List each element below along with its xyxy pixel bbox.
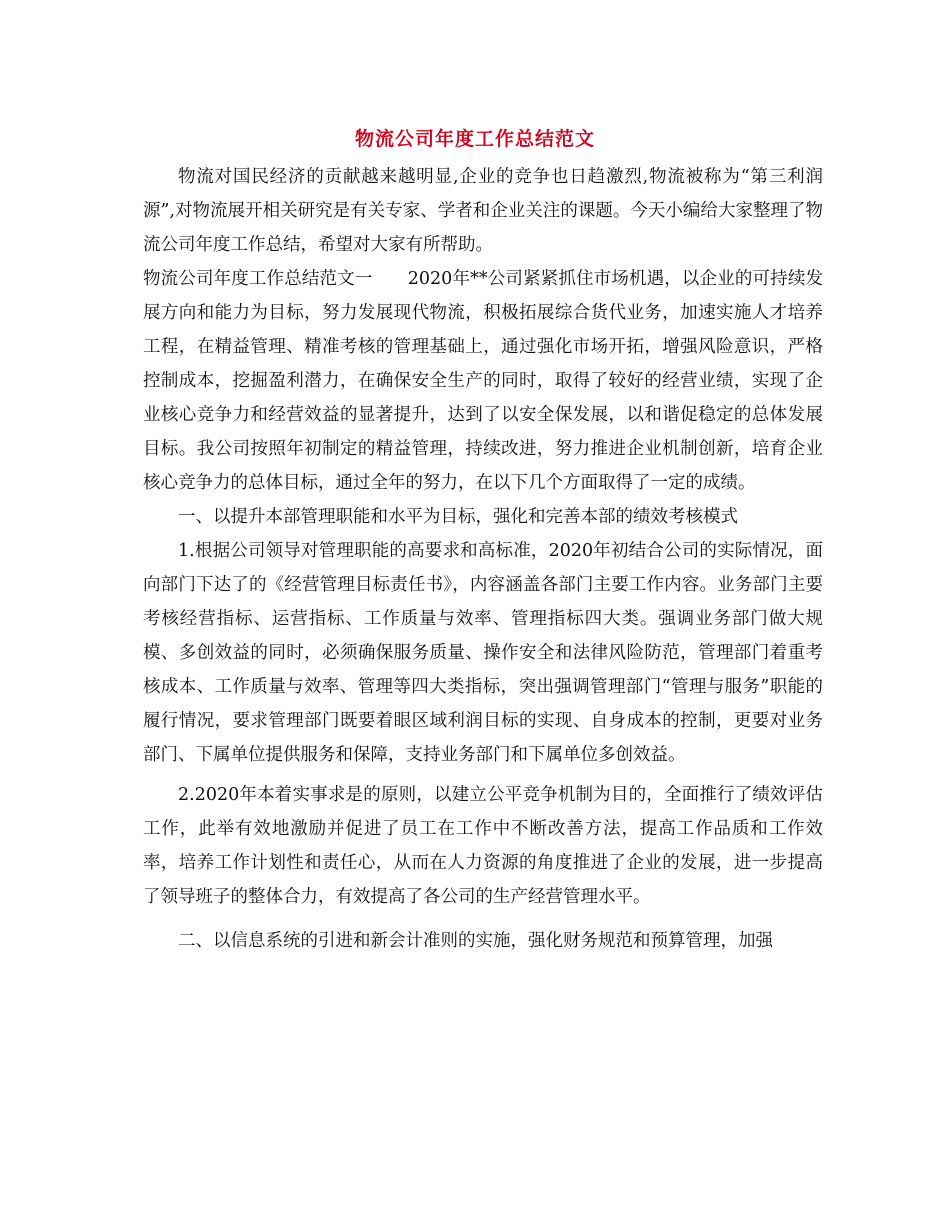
heading-one: 一、以提升本部管理职能和水平为目标，强化和完善本部的绩效考核模式	[178, 507, 738, 527]
section-one-paragraph: 物流公司年度工作总结范文一 2020年**公司紧紧抓住市场机遇，以企业的可持续发展方向和能力为目标，努力发展现代物流，积极拓展综合货代业务，加速实施人才培养工程，在精益管理、精准考核的管理基础上，通过强化市场开拓，增强风险意识，严格控制成本，挖掘盈利潜力，在确保安全生产的同时，取得了较好的经营业绩，实现了企业核心竞争力和经营效益的显著提升，达到了以安全保发展，以和谐促稳定的总体发展目标。我公司按照年初制定的精益管理，持续改进，努力推进企业机制创新，培育企业核心竞争力的总体目标，通过全年的努力，在以下几个方面取得了一定的成绩。	[143, 269, 823, 493]
item-one-paragraph: 1.根据公司领导对管理职能的高要求和高标准，2020年初结合公司的实际情况，面向部门下达了的《经营管理目标责任书》，内容涵盖各部门主要工作内容。业务部门主要考核经营指标、运营指标、工作质量与效率、管理指标四大类。强调业务部门做大规模、多创效益的同时，必须确保服务质量、操作安全和法律风险防范，管理部门着重考核成本、工作质量与效率、管理等四大类指标，突出强调管理部门“管理与服务”职能的履行情况，要求管理部门既要着眼区域利润目标的实现、自身成本的控制，更要对业务部门、下属单位提供服务和保障，支持业务部门和下属单位多创效益。	[143, 541, 823, 765]
heading-two: 二、以信息系统的引进和新会计准则的实施，强化财务规范和预算管理，加强	[178, 931, 773, 951]
document-body	[143, 160, 823, 958]
document-title: 物流公司年度工作总结范文	[354, 128, 595, 150]
intro-paragraph: 物流对国民经济的贡献越来越明显,企业的竞争也日趋激烈,物流被称为“第三利润源”,对物流展开相关研究是有关专家、学者和企业关注的课题。今天小编给大家整理了物流公司年度工作总结，希望对大家有所帮助。	[143, 167, 823, 255]
item-two-paragraph: 2.2020年本着实事求是的原则，以建立公平竞争机制为目的，全面推行了绩效评估工作，此举有效地激励并促进了员工在工作中不断改善方法，提高工作品质和工作效率，培养工作计划性和责任心，从而在人力资源的角度推进了企业的发展，进一步提高了领导班子的整体合力，有效提高了各公司的生产经营管理水平。	[143, 785, 823, 907]
